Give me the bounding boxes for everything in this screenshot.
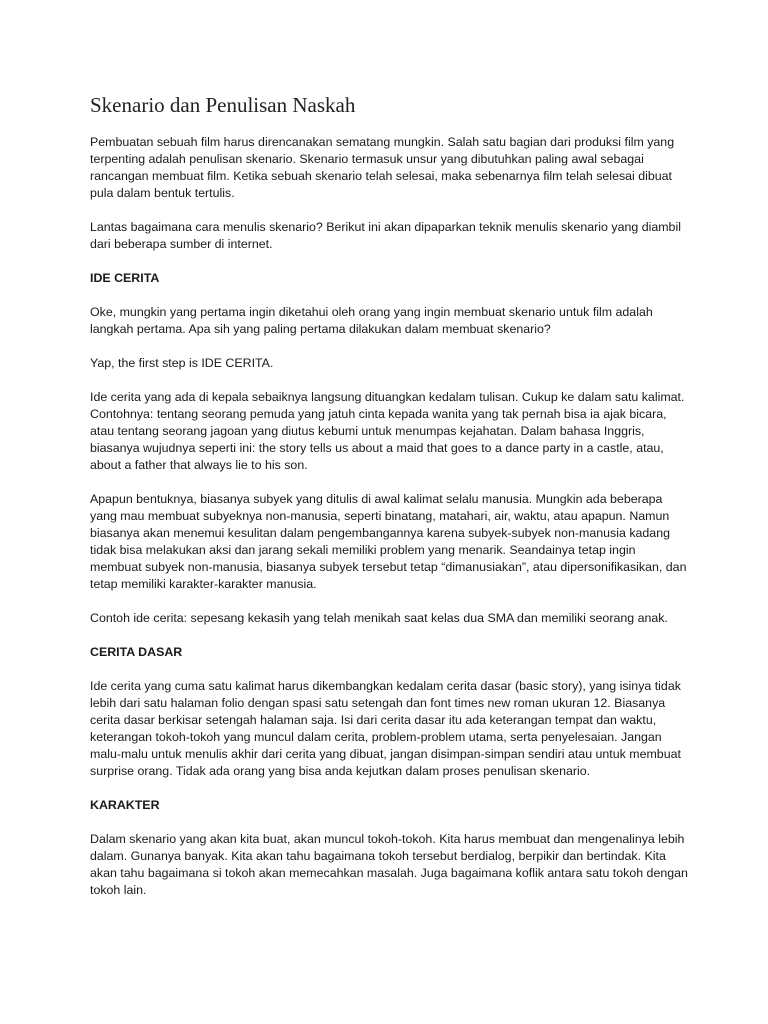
paragraph-idea-example: Ide cerita yang ada di kepala sebaiknya langsung dituangkan kedalam tulisan. Cukup ke dalam satu kalimat. Contohnya: tentang seorang pemuda yang jatuh cinta kepada wanita yang tak pernah bisa ia ajak bicara, atau tentang seorang jagoan yang diutus kebumi untuk menumpas kejahatan. Dalam bahasa Inggris, biasanya wujudnya seperti ini: the story tells us about a maid that goes to a dance party in a castle, atau, about a father that always lie to his son. xyxy=(90,390,685,472)
document-title: Skenario dan Penulisan Naskah xyxy=(90,93,356,117)
paragraph-characters: Dalam skenario yang akan kita buat, akan muncul tokoh-tokoh. Kita harus membuat dan mengenalinya lebih dalam. Gunanya banyak. Kita akan tahu bagaimana tokoh tersebut berdialog, berpikir dan bertindak. Kita akan tahu bagaimana si tokoh akan memecahkan masalah. Juga bagaimana koflik antara satu tokoh dengan tokoh lain. xyxy=(90,832,688,897)
section-heading-ide-cerita: IDE CERITA xyxy=(90,271,160,285)
paragraph-how-to: Lantas bagaimana cara menulis skenario? Berikut ini akan dipaparkan teknik menulis skenario yang diambil dari beberapa sumber di internet. xyxy=(90,220,681,251)
paragraph-subject: Apapun bentuknya, biasanya subyek yang ditulis di awal kalimat selalu manusia. Mungkin ada beberapa yang mau membuat subyeknya non-manusia, seperti binatang, matahari, air, waktu, atau apapun. Namun biasanya akan menemui kesulitan dalam pengembangannya karena subyek-subyek non-manusia kadang tidak bisa melakukan aksi dan jarang sekali memiliki problem yang menarik. Seandainya tetap ingin membuat subyek non-manusia, biasanya subyek tersebut tetap “dimanusiakan”, atau dipersonifikasikan, dan tetap memiliki karakter-karakter manusia. xyxy=(90,492,687,591)
paragraph-intro: Pembuatan sebuah film harus direncanakan sematang mungkin. Salah satu bagian dari produksi film yang terpenting adalah penulisan skenario. Skenario termasuk unsur yang dibutuhkan paling awal sebagai rancangan membuat film. Ketika sebuah skenario telah selesai, maka sebenarnya film telah selesai dibuat pula dalam bentuk tertulis. xyxy=(90,135,675,200)
section-heading-karakter: KARAKTER xyxy=(90,798,160,812)
paragraph-idea-sample: Contoh ide cerita: sepesang kekasih yang telah menikah saat kelas dua SMA dan memiliki seorang anak. xyxy=(90,611,668,625)
paragraph-first-step-question: Oke, mungkin yang pertama ingin diketahui oleh orang yang ingin membuat skenario untuk film adalah langkah pertama. Apa sih yang paling pertama dilakukan dalam membuat skenario? xyxy=(90,305,653,336)
paragraph-first-step-answer: Yap, the first step is IDE CERITA. xyxy=(90,356,274,370)
paragraph-basic-story: Ide cerita yang cuma satu kalimat harus dikembangkan kedalam cerita dasar (basic story), yang isinya tidak lebih dari satu halaman folio dengan spasi satu setengah dan font times new roman ukuran 12. Biasanya cerita dasar berkisar setengah halaman saja. Isi dari cerita dasar itu ada keterangan tempat dan waktu, keterangan tokoh-tokoh yang muncul dalam cerita, problem-problem utama, serta penyelesaian. Jangan malu-malu untuk menulis akhir dari cerita yang dibuat, jangan disimpan-simpan sendiri atau untuk membuat surprise orang. Tidak ada orang yang bisa anda kejutkan dalam proses penulisan skenario. xyxy=(90,679,681,778)
document-page xyxy=(90,90,690,916)
section-heading-cerita-dasar: CERITA DASAR xyxy=(90,645,183,659)
